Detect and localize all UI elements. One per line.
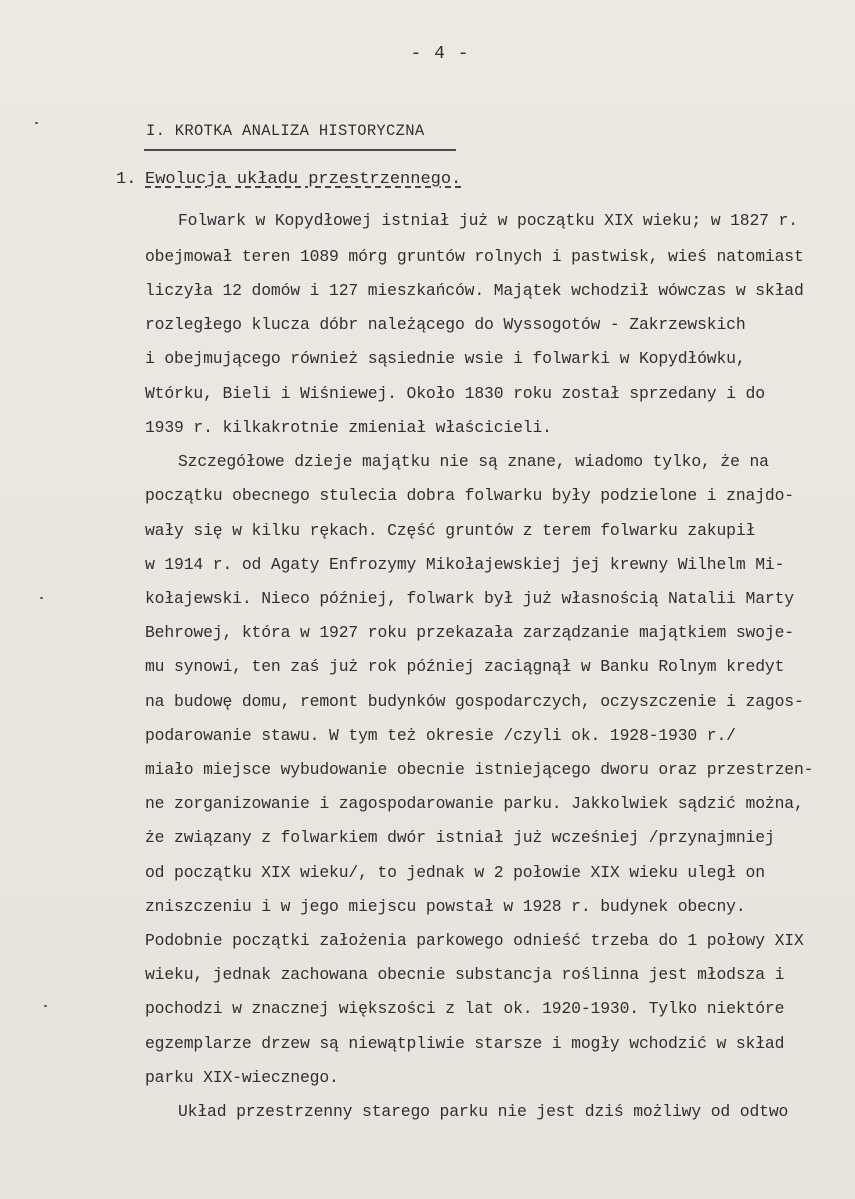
text-line: zniszczeniu i w jego miejscu powstał w 1928 r. budynek obecny. <box>145 897 746 916</box>
page-number: - 4 - <box>410 44 470 64</box>
text-line: wały się w kilku rękach. Część gruntów z terem folwarku zakupił <box>145 521 756 540</box>
paper-speck <box>35 122 38 124</box>
text-line: rozległego klucza dóbr należącego do Wyssogotów - Zakrzewskich <box>145 315 746 334</box>
text-line: Układ przestrzenny starego parku nie jest dziś możliwy od odtwo <box>178 1102 789 1121</box>
text-line: Behrowej, która w 1927 roku przekazała zarządzanie majątkiem swoje- <box>145 623 794 642</box>
text-line: liczyła 12 domów i 127 mieszkańców. Majątek wchodził wówczas w skład <box>145 281 804 300</box>
section-heading-underline <box>144 149 456 151</box>
text-line: miało miejsce wybudowanie obecnie istniejącego dworu oraz przestrzen- <box>145 760 814 779</box>
subsection-heading: Ewolucja układu przestrzennego. <box>145 170 462 189</box>
paper-speck <box>44 1005 47 1007</box>
text-line: na budowę domu, remont budynków gospodarczych, oczyszczenie i zagos- <box>145 692 804 711</box>
text-line: że związany z folwarkiem dwór istniał już wcześniej /przynajmniej <box>145 828 775 847</box>
text-line: podarowanie stawu. W tym też okresie /czyli ok. 1928-1930 r./ <box>145 726 736 745</box>
text-line: mu synowi, ten zaś już rok później zaciągnął w Banku Rolnym kredyt <box>145 657 785 676</box>
text-line: w 1914 r. od Agaty Enfrozymy Mikołajewskiej jej krewny Wilhelm Mi- <box>145 555 785 574</box>
subsection-number: 1. <box>116 170 137 189</box>
text-line: Folwark w Kopydłowej istniał już w początku XIX wieku; w 1827 r. <box>178 211 798 230</box>
text-line: Szczegółowe dzieje majątku nie są znane, wiadomo tylko, że na <box>178 452 769 471</box>
paper-speck <box>40 597 43 599</box>
text-line: Podobnie początki założenia parkowego odnieść trzeba do 1 połowy XIX <box>145 931 804 950</box>
text-line: początku obecnego stulecia dobra folwarku były podzielone i znajdo- <box>145 486 794 505</box>
text-line: parku XIX-wiecznego. <box>145 1068 339 1087</box>
text-line: egzemplarze drzew są niewątpliwie starsze i mogły wchodzić w skład <box>145 1034 785 1053</box>
text-line: Wtórku, Bieli i Wiśniewej. Około 1830 roku został sprzedany i do <box>145 384 765 403</box>
text-line: 1939 r. kilkakrotnie zmieniał właścicieli. <box>145 418 552 437</box>
text-line: obejmował teren 1089 mórg gruntów rolnych i pastwisk, wieś natomiast <box>145 247 804 266</box>
text-line: i obejmującego również sąsiednie wsie i folwarki w Kopydłówku, <box>145 349 746 368</box>
text-line: od początku XIX wieku/, to jednak w 2 połowie XIX wieku uległ on <box>145 863 765 882</box>
text-line: kołajewski. Nieco później, folwark był już własnością Natalii Marty <box>145 589 794 608</box>
text-line: ne zorganizowanie i zagospodarowanie parku. Jakkolwiek sądzić można, <box>145 794 804 813</box>
text-line: wieku, jednak zachowana obecnie substancja roślinna jest młodsza i <box>145 965 785 984</box>
text-line: pochodzi w znacznej większości z lat ok. 1920-1930. Tylko niektóre <box>145 999 785 1018</box>
section-heading: I. KROTKA ANALIZA HISTORYCZNA <box>146 122 425 140</box>
